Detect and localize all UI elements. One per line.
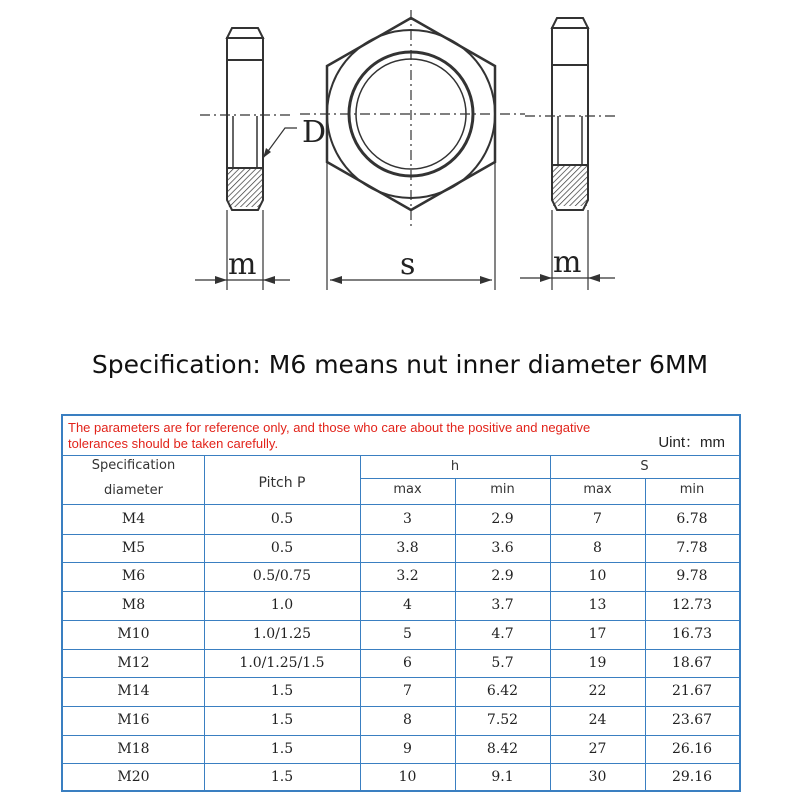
cell-h-max: 10 [398,769,417,786]
cell-s-min: 23.67 [671,711,713,728]
tolerance-notice: The parameters are for reference only, and those who care about the positive and negative tolerances should be taken carefully. [68,420,591,451]
cell-s-min: 21.67 [671,683,713,700]
header-spec-line1: Specification [91,458,176,473]
cell-s-max: 24 [588,711,607,728]
header-s: S [640,459,649,474]
cell-s-max: 10 [588,568,607,585]
cell-h-min: 9.1 [491,769,514,786]
cell-h-min: 2.9 [491,568,514,585]
cell-h-max: 3.8 [396,539,419,556]
cell-pitch: 1.5 [270,711,294,728]
cell-s-min: 26.16 [671,740,713,757]
cell-spec: M14 [117,683,150,700]
cell-h-max: 3 [403,511,412,527]
cell-pitch: 1.5 [270,740,294,757]
cell-pitch: 1.5 [270,769,294,786]
specification-caption: Specification: M6 means nut inner diameter 6MM [91,350,709,379]
cell-h-min: 3.6 [491,539,514,556]
cell-s-max: 27 [588,740,607,757]
cell-h-max: 6 [403,654,412,671]
cell-pitch: 1.0/1.25/1.5 [239,654,325,671]
cell-h-min: 6.42 [486,683,519,700]
cell-h-max: 4 [403,597,412,614]
cell-spec: M18 [117,740,150,757]
cell-spec: M8 [121,597,146,614]
cell-s-min: 9.78 [676,568,708,585]
right-side-view [552,18,588,210]
cell-h-min: 4.7 [491,625,514,642]
cell-s-min: 12.73 [671,597,713,614]
cell-s-max: 8 [593,539,602,556]
header-h: h [450,459,460,474]
unit-label: Uint：mm [658,434,725,451]
cell-s-min: 7.78 [676,539,708,556]
cell-spec: M5 [121,539,146,556]
cell-h-min: 5.7 [491,654,514,671]
header-s-max: max [583,482,612,497]
cell-h-min: 8.42 [486,740,519,757]
cell-spec: M16 [117,711,150,728]
label-m-right: m [553,245,582,280]
left-side-view [227,28,263,210]
cell-h-max: 9 [403,740,412,757]
cell-s-max: 13 [588,597,607,614]
cell-pitch: 0.5/0.75 [252,568,312,585]
cell-h-max: 5 [403,625,412,642]
cell-s-max: 19 [588,654,607,671]
cell-s-min: 16.73 [671,625,713,642]
cell-spec: M6 [121,568,146,585]
header-spec-line2: diameter [104,483,163,498]
cell-h-min: 2.9 [491,511,514,527]
cell-spec: M12 [117,654,150,671]
cell-pitch: 1.0 [270,597,294,614]
cell-spec: M4 [121,511,146,527]
cell-s-max: 22 [588,683,607,700]
cell-h-max: 8 [403,711,412,728]
cell-pitch: 1.0/1.25 [252,625,312,642]
label-d: D [302,115,327,150]
cell-spec: M10 [117,625,150,642]
specification-table [61,414,741,792]
cell-h-min: 3.7 [491,597,514,614]
cell-pitch: 1.5 [270,683,294,700]
header-pitch: Pitch P [258,475,306,491]
cell-pitch: 0.5 [270,511,294,527]
cell-pitch: 0.5 [270,539,294,556]
header-h-min: min [490,482,515,497]
header-s-min: min [679,482,705,497]
cell-h-max: 7 [403,683,412,700]
header-h-max: max [393,482,422,497]
cell-s-max: 7 [593,511,602,527]
cell-h-min: 7.52 [486,711,519,728]
label-s: s [400,247,416,282]
nut-technical-drawing [0,0,800,320]
cell-s-min: 18.67 [671,654,713,671]
cell-s-max: 17 [588,625,607,642]
cell-s-min: 6.78 [676,511,708,527]
cell-s-max: 30 [588,769,607,786]
cell-spec: M20 [117,769,150,786]
cell-s-min: 29.16 [671,769,713,786]
cell-h-max: 3.2 [396,568,419,585]
label-m-left: m [228,247,257,282]
